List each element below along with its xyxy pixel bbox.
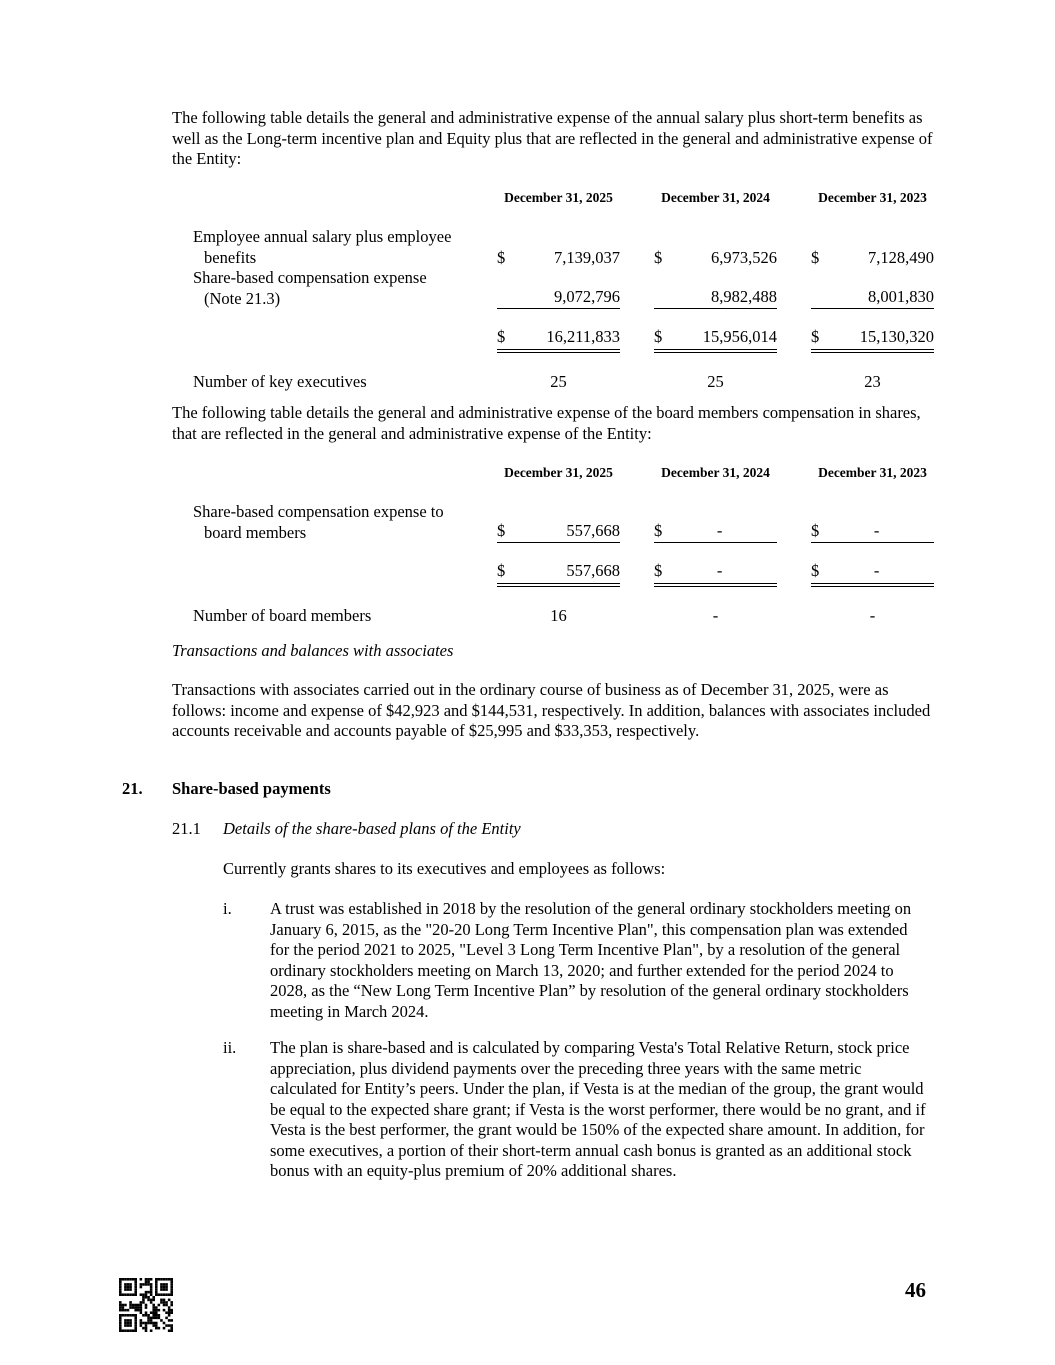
row-label [172, 502, 497, 543]
table-row-total [172, 327, 937, 353]
total-value: 557,668 [566, 561, 620, 580]
total-value: 16,211,833 [546, 327, 620, 346]
currency-symbol: $ [497, 561, 506, 580]
row-label [172, 227, 497, 268]
associates-heading: Transactions and balances with associates [172, 641, 454, 660]
amount-cell-2024 [654, 521, 777, 544]
section-number: 21. [122, 779, 143, 798]
currency-symbol: $ [497, 520, 506, 540]
total-cell-2024 [654, 327, 777, 353]
row-label-line1: Share-based compensation expense [193, 268, 427, 287]
intro-paragraph-1: The following table details the general and administrative expense of the annual salary plus short-term benefits as well as the Long-term incentive plan and Equity plus that are reflected in the general and administrative expense of the Entity: [172, 108, 933, 168]
table-row-share-based-expense [172, 268, 937, 309]
total-cell-2025 [497, 561, 620, 587]
total-cell-2025 [497, 327, 620, 353]
amount-cell-2025 [497, 287, 620, 310]
currency-symbol: $ [811, 561, 820, 580]
amount-cell-2024 [654, 287, 777, 310]
amount-value: 9,072,796 [554, 286, 620, 306]
currency-symbol: $ [654, 561, 663, 580]
amount-cell-2023 [811, 248, 934, 269]
count-cell-2023: 23 [864, 371, 881, 391]
table-row-board-members [172, 606, 937, 627]
amount-value: 557,668 [566, 520, 620, 540]
amount-cell-2025 [497, 248, 620, 269]
count-cell-2025: 16 [550, 605, 567, 625]
currency-symbol: $ [654, 520, 663, 540]
currency-symbol: $ [811, 247, 820, 267]
lead-paragraph: Currently grants shares to its executives and employees as follows: [223, 859, 666, 878]
row-label-line2: benefits [204, 247, 257, 267]
amount-value: 8,982,488 [711, 286, 777, 306]
table-header-row [172, 465, 937, 481]
amount-value: - [873, 520, 880, 540]
row-label [172, 268, 497, 309]
currency-symbol: $ [654, 247, 663, 267]
total-value: - [873, 561, 880, 580]
amount-cell-2024 [654, 248, 777, 269]
amount-cell-2023 [811, 287, 934, 310]
total-value: - [716, 561, 723, 580]
table-row-total [172, 561, 937, 587]
count-cell-2025: 25 [550, 371, 567, 391]
subsection-title: Details of the share-based plans of the Entity [223, 819, 521, 838]
header-label-spacer [172, 190, 497, 206]
list-item-text: A trust was established in 2018 by the resolution of the general ordinary stockholders meeting on January 6, 2015, as the "20-20 Long Term Incentive Plan", this compensation plan was extended for the period 2021 to 2025, "Level 3 Long Term Incentive Plan", by a resolution of the general ordinary stockholders meeting on March 13, 2020; and further extended for the period 2024 to 2028, as the “New Long Term Incentive Plan” by resolution of the general ordinary stockholders meeting in March 2024. [270, 899, 912, 1021]
currency-symbol: $ [811, 327, 820, 346]
associates-paragraph: Transactions with associates carried out in the ordinary course of business as of December 31, 2025, were as follows: income and expense of $42,923 and $144,531, respectively. In addition, balances with associates included accounts receivable and accounts payable of $25,995 and $33,353, respectively. [172, 680, 931, 740]
row-label-line1: Employee annual salary plus employee [193, 227, 452, 246]
total-value: 15,956,014 [702, 327, 777, 346]
intro-paragraph-2: The following table details the general and administrative expense of the board members compensation in shares, that are reflected in the general and administrative expense of the Entity: [172, 403, 921, 443]
list-marker: ii. [223, 1038, 237, 1057]
amount-cell-2023 [811, 521, 934, 544]
currency-symbol: $ [811, 520, 820, 540]
currency-symbol: $ [497, 247, 506, 267]
table-row-key-executives [172, 372, 937, 393]
section-21-heading [122, 779, 331, 800]
section-21-1-heading [172, 819, 521, 840]
list-item-i [223, 899, 927, 1022]
column-header-dec-2024: December 31, 2024 [661, 465, 770, 480]
column-header-dec-2025: December 31, 2025 [504, 190, 613, 205]
list-item-text: The plan is share-based and is calculated by comparing Vesta's Total Relative Return, stock price appreciation, plus dividend payments over the preceding three years with the same metric calculated for Entity’s peers. Under the plan, if Vesta is at the median of the group, the grant would be equal to the expected share grant; if Vesta is the worst performer, there would be no grant, and if Vesta is the best performer, the grant would be 150% of the expected share amount. In addition, for some executives, a portion of their short-term annual cash bonus is granted as an additional stock bonus with an equity-plus premium of 20% additional shares. [270, 1038, 926, 1180]
total-cell-2023 [811, 561, 934, 587]
header-label-spacer [172, 465, 497, 481]
row-label: Number of board members [193, 605, 372, 625]
row-label-line2: (Note 21.3) [204, 288, 281, 308]
row-label-line2: board members [204, 522, 307, 542]
list-marker: i. [223, 899, 232, 918]
total-value: 15,130,320 [859, 327, 934, 346]
page-number: 46 [905, 1278, 926, 1302]
column-header-dec-2023: December 31, 2023 [818, 190, 927, 205]
table-row-salary-benefits [172, 227, 937, 268]
table-row-board-expense [172, 502, 937, 543]
amount-value: 7,128,490 [868, 247, 934, 267]
total-cell-2024 [654, 561, 777, 587]
column-header-dec-2024: December 31, 2024 [661, 190, 770, 205]
list-item-ii [223, 1038, 927, 1182]
row-label: Number of key executives [193, 371, 367, 391]
board-members-compensation-table [172, 465, 937, 626]
qr-code [119, 1277, 173, 1333]
section-title: Share-based payments [172, 779, 331, 798]
count-cell-2024: - [712, 605, 719, 625]
count-cell-2023: - [869, 605, 876, 625]
currency-symbol: $ [497, 327, 506, 346]
table-header-row [172, 190, 937, 206]
executives-compensation-table [172, 190, 937, 392]
count-cell-2024: 25 [707, 371, 724, 391]
row-label-line1: Share-based compensation expense to [193, 502, 444, 521]
amount-value: 7,139,037 [554, 247, 620, 267]
column-header-dec-2023: December 31, 2023 [818, 465, 927, 480]
amount-cell-2025 [497, 521, 620, 544]
column-header-dec-2025: December 31, 2025 [504, 465, 613, 480]
amount-value: 6,973,526 [711, 247, 777, 267]
amount-value: 8,001,830 [868, 286, 934, 306]
total-cell-2023 [811, 327, 934, 353]
amount-value: - [716, 520, 723, 540]
currency-symbol: $ [654, 327, 663, 346]
subsection-number: 21.1 [172, 819, 201, 838]
